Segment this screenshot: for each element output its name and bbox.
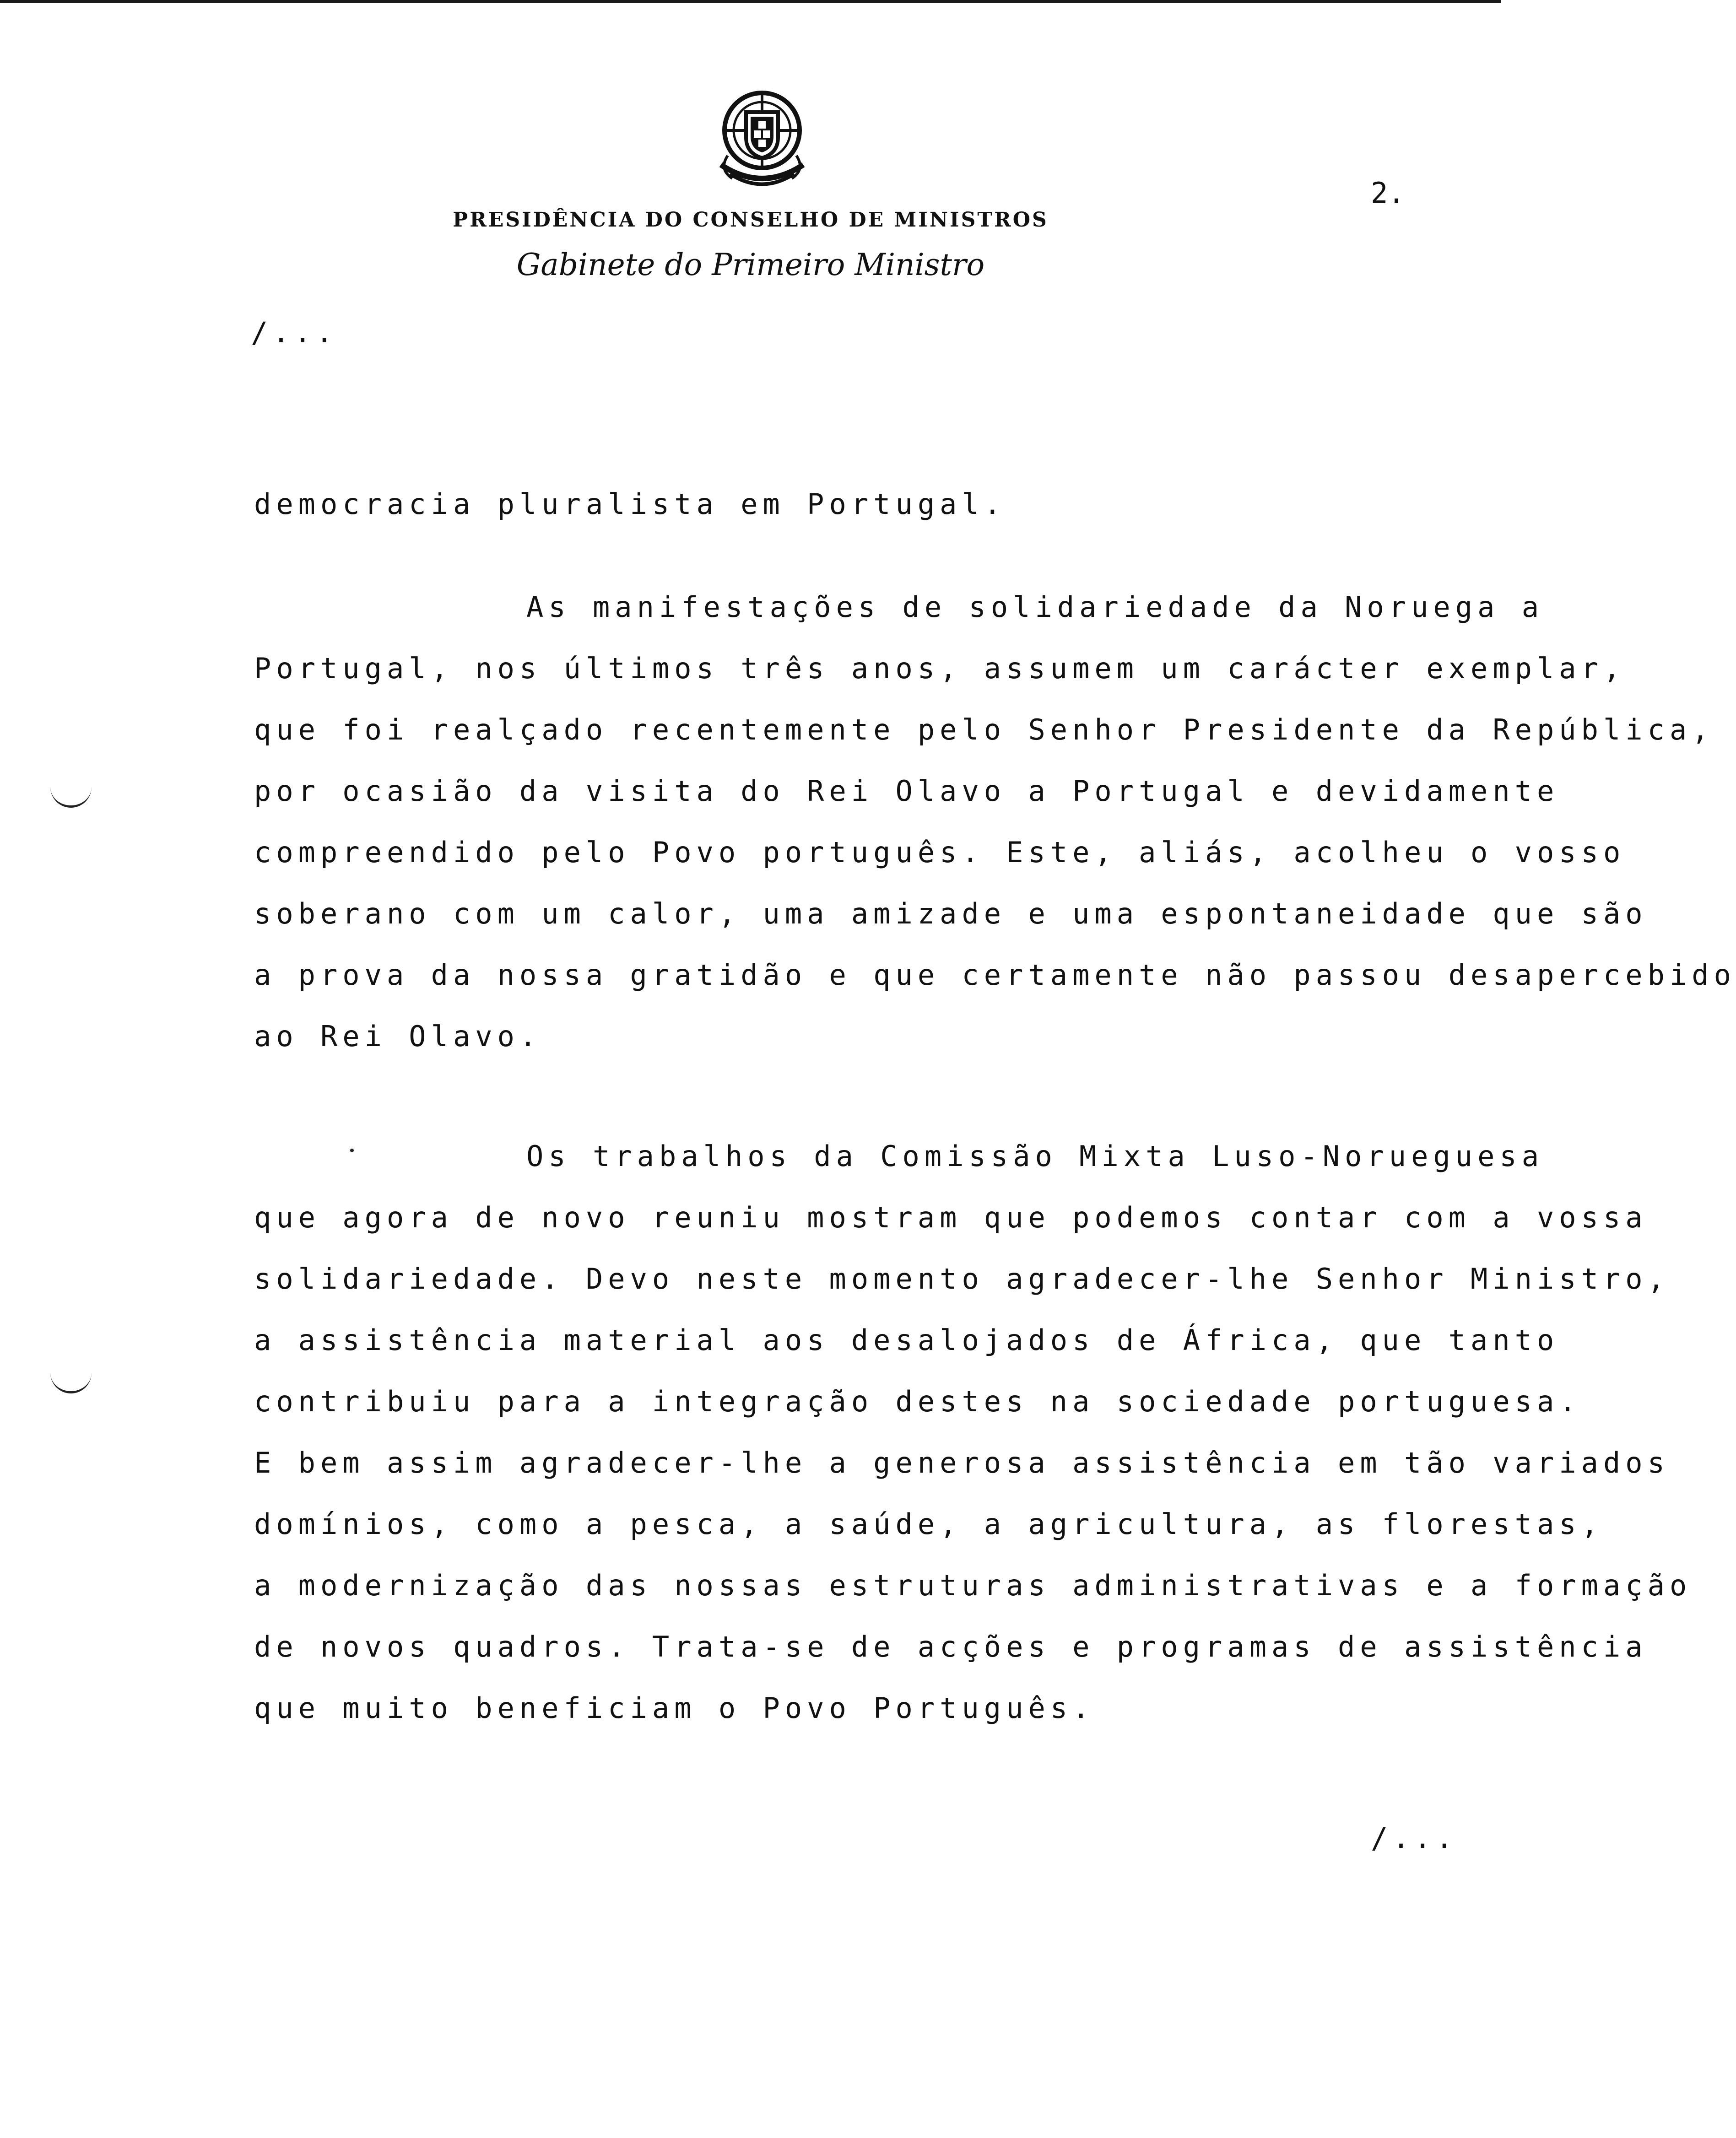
text-line: solidariedade. Devo neste momento agradecer-lhe Senhor Ministro,: [254, 1262, 1670, 1296]
text-line: Os trabalhos da Comissão Mixta Luso-Norueguesa: [526, 1139, 1544, 1173]
paragraph-2: [254, 577, 1736, 1067]
text-line: As manifestações de solidariedade da Noruega a: [526, 590, 1544, 624]
text-line: democracia pluralista em Portugal.: [254, 487, 1006, 521]
margin-mark: [50, 787, 92, 808]
paragraph-1: [254, 474, 1490, 535]
page-number: 2.: [1371, 176, 1405, 210]
coat-of-arms-emblem: [712, 87, 812, 197]
paragraph-3: [254, 1126, 1692, 1739]
text-line: a assistência material aos desalojados de África, que tanto: [254, 1323, 1559, 1357]
text-line: que muito beneficiam o Povo Português.: [254, 1691, 1095, 1725]
text-line: soberano com um calor, uma amizade e uma espontaneidade que são: [254, 897, 1648, 930]
text-line: a prova da nossa gratidão e que certamente não passou desapercebido: [254, 958, 1736, 992]
text-line: contribuiu para a integração destes na sociedade portuguesa.: [254, 1385, 1581, 1418]
text-line: a modernização das nossas estruturas administrativas e a formação: [254, 1569, 1692, 1602]
text-line: Portugal, nos últimos três anos, assumem um carácter exemplar,: [254, 652, 1626, 685]
text-line: que agora de novo reuniu mostram que podemos contar com a vossa: [254, 1201, 1648, 1234]
continuation-mark-top: /...: [251, 316, 338, 349]
text-line: de novos quadros. Trata-se de acções e programas de assistência: [254, 1630, 1648, 1663]
organization-name: PRESIDÊNCIA DO CONSELHO DE MINISTROS: [453, 208, 1049, 232]
text-line: que foi realçado recentemente pelo Senhor Presidente da República,: [254, 713, 1714, 746]
text-line: E bem assim agradecer-lhe a generosa assistência em tão variados: [254, 1446, 1670, 1479]
text-line: ao Rei Olavo.: [254, 1020, 542, 1053]
text-line: por ocasião da visita do Rei Olavo a Portugal e devidamente: [254, 774, 1559, 808]
margin-mark: [50, 1373, 92, 1393]
letterhead: [0, 0, 1501, 320]
continuation-mark-bottom: /...: [1371, 1821, 1458, 1855]
office-name: Gabinete do Primeiro Ministro: [516, 247, 985, 282]
text-line: domínios, como a pesca, a saúde, a agricultura, as florestas,: [254, 1507, 1603, 1541]
text-line: compreendido pelo Povo português. Este, aliás, acolheu o vosso: [254, 836, 1626, 869]
ink-speck: [350, 1149, 354, 1152]
